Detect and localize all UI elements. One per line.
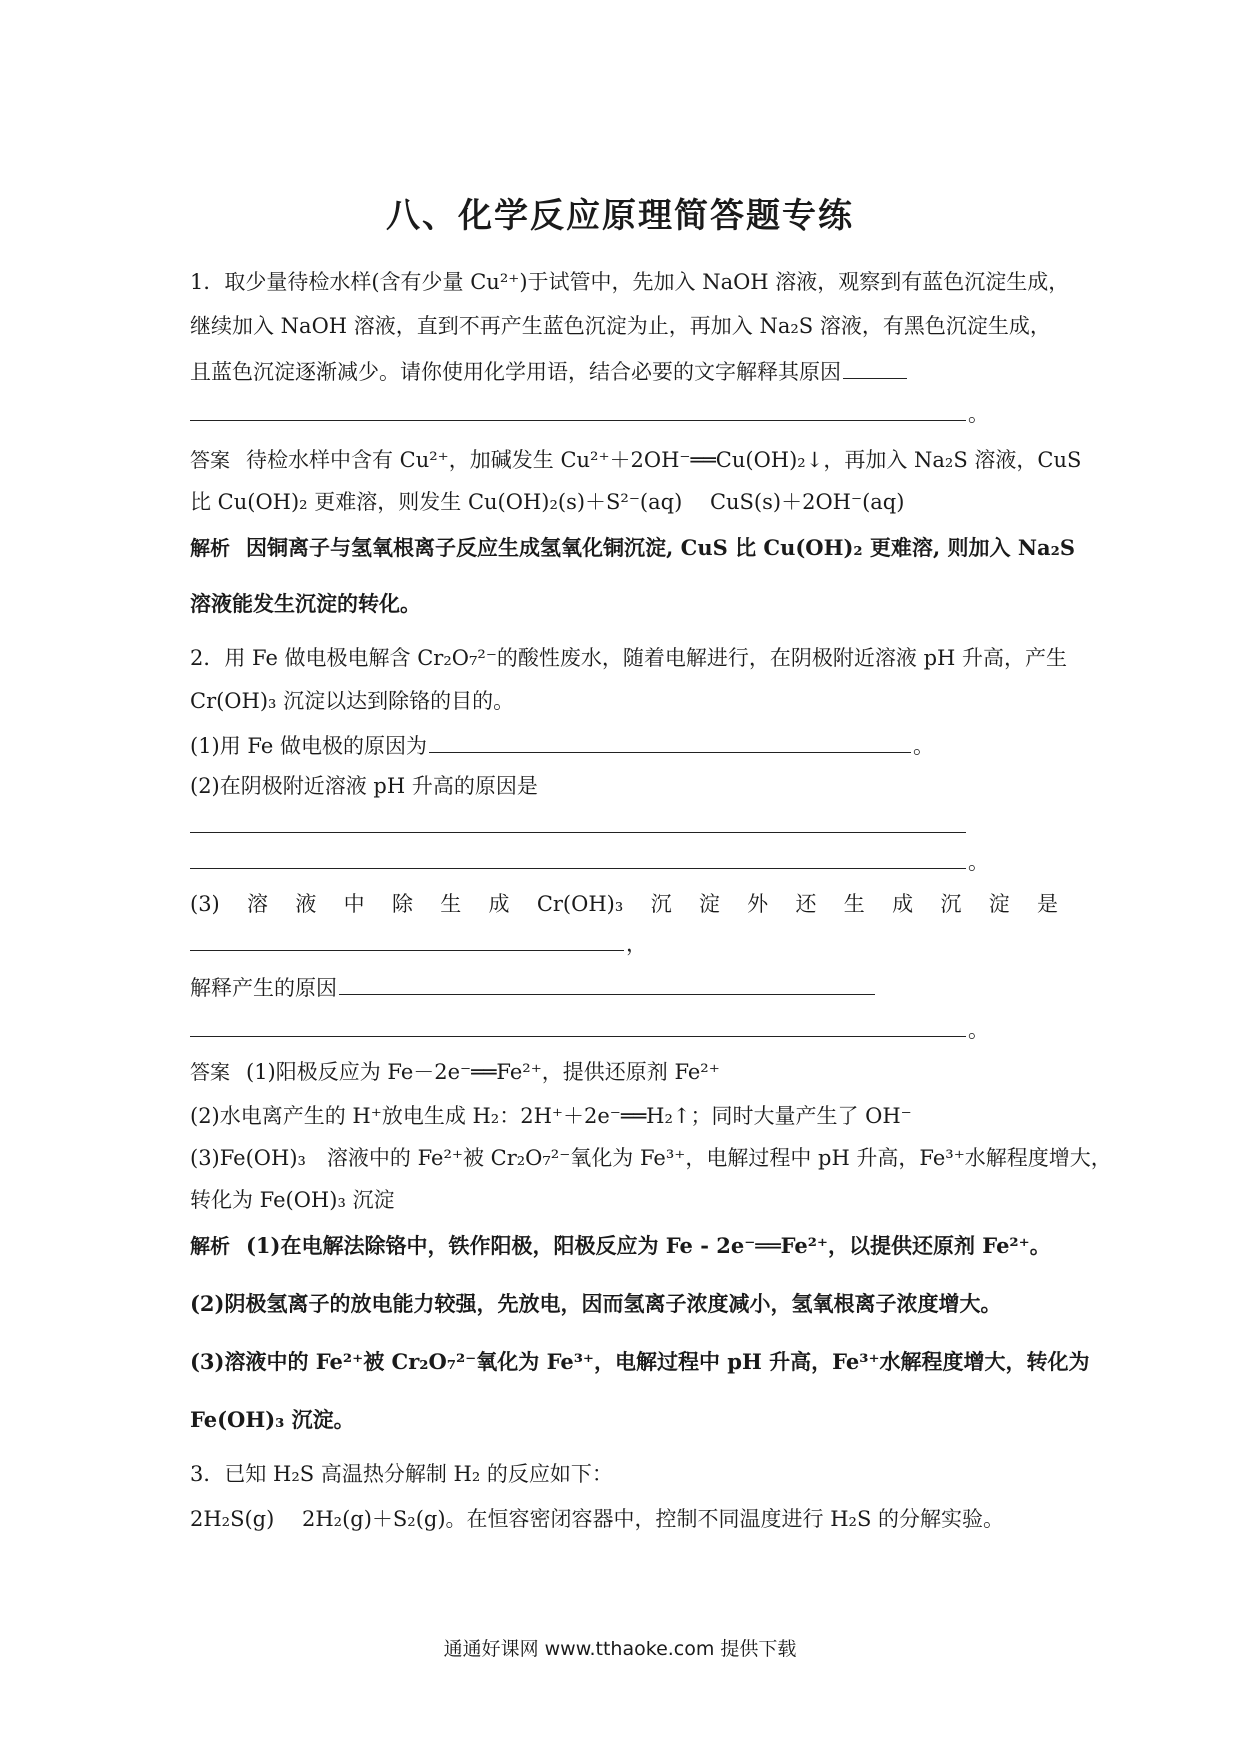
q2-analysis-line-1	[190, 1232, 1051, 1260]
q2-answer-text-1: (1)阳极反应为 Fe－2e⁻══Fe²⁺，提供还原剂 Fe²⁺	[246, 1060, 720, 1084]
q1-prompt: 且蓝色沉淀逐渐减少。请你使用化学用语，结合必要的文字解释其原因	[190, 360, 841, 384]
q1-analysis-line-1	[190, 534, 1075, 562]
q2-part-2-period: 。	[968, 850, 989, 874]
q2-part-3-word: 成	[892, 892, 914, 916]
q2-answer-line-2: (2)水电离产生的 H⁺放电生成 H₂：2H⁺＋2e⁻══H₂↑；同时大量产生了 OH⁻	[190, 1104, 912, 1128]
q2-part-2-blank-1[interactable]	[190, 810, 966, 833]
q2-part-2: (2)在阴极附近溶液 pH 升高的原因是	[190, 774, 538, 798]
q1-answer-blank-2[interactable]	[190, 398, 966, 421]
q2-analysis-text-1: (1)在电解法除铬中，铁作阳极，阳极反应为 Fe - 2e⁻══Fe²⁺，以提供还原剂 Fe²⁺。	[246, 1233, 1051, 1258]
q1-answer-line-2: 比 Cu(OH)₂ 更难溶，则发生 Cu(OH)₂(s)＋S²⁻(aq) CuS(s)＋2OH⁻(aq)	[190, 490, 905, 514]
q2-part-3-word: 生	[440, 892, 462, 916]
q1-line-3	[190, 356, 909, 384]
q2-answer-label: 答案	[190, 1060, 230, 1084]
q1-analysis-text-1: 因铜离子与氢氧根离子反应生成氢氧化铜沉淀, CuS 比 Cu(OH)₂ 更难溶, 则加入 Na₂S	[246, 535, 1075, 560]
q1-period: 。	[968, 402, 989, 426]
page-footer: 通通好课网 www.tthaoke.com 提供下载	[443, 1638, 797, 1660]
q1-line-4	[190, 398, 989, 426]
q2-line-1: 2．用 Fe 做电极电解含 Cr₂O₇²⁻的酸性废水，随着电解进行，在阴极附近溶液 pH 升高，产生	[190, 646, 1068, 670]
q2-part-3-blank-1[interactable]	[190, 928, 624, 951]
q2-part-3-word: 是	[1036, 892, 1058, 916]
q2-answer-line-3: (3)Fe(OH)₃ 溶液中的 Fe²⁺被 Cr₂O₇²⁻氧化为 Fe³⁺，电解过程中 pH 升高，Fe³⁺水解程度增大，	[190, 1146, 1112, 1170]
q2-part-3-word: 除	[391, 892, 413, 916]
q2-part-2-line-a	[190, 810, 968, 838]
q2-part-1	[190, 730, 934, 758]
q2-part-1-period: 。	[912, 734, 934, 758]
q2-part-3-prompt	[190, 890, 1058, 918]
q2-part-1-blank[interactable]	[429, 730, 911, 753]
q2-part-3-word: 生	[843, 892, 865, 916]
q1-analysis-line-2: 溶液能发生沉淀的转化。	[190, 591, 421, 616]
q2-part-3-word: Cr(OH)₃	[536, 892, 624, 916]
q2-part-3-blank-3[interactable]	[190, 1014, 966, 1037]
q2-part-3-word: 中	[343, 892, 365, 916]
q2-part-3-word: 沉	[940, 892, 962, 916]
q1-answer-text-1: 待检水样中含有 Cu²⁺，加碱发生 Cu²⁺＋2OH⁻══Cu(OH)₂↓，再加入 Na₂S 溶液，CuS	[246, 448, 1082, 472]
q2-part-3-word: 外	[747, 892, 769, 916]
q2-analysis-line-4: Fe(OH)₃ 沉淀。	[190, 1407, 355, 1432]
q2-part-3-word: 溶	[247, 892, 269, 916]
q2-part-3-reason-prompt: 解释产生的原因	[190, 976, 337, 1000]
q2-analysis-label: 解析	[190, 1234, 230, 1258]
q2-answer-line-1	[190, 1058, 720, 1086]
q2-part-3-word: 淀	[988, 892, 1010, 916]
q2-part-1-prompt: (1)用 Fe 做电极的原因为	[190, 734, 427, 758]
q1-answer-line-1	[190, 446, 1081, 474]
q2-part-3-word: 成	[488, 892, 510, 916]
q2-analysis-line-3: (3)溶液中的 Fe²⁺被 Cr₂O₇²⁻氧化为 Fe³⁺，电解过程中 pH 升高，Fe³⁺水解程度增大，转化为	[190, 1349, 1090, 1374]
q2-part-3-word: 还	[795, 892, 817, 916]
q3-line-2: 2H₂S(g) 2H₂(g)＋S₂(g)。在恒容密闭容器中，控制不同温度进行 H₂S 的分解实验。	[190, 1507, 1005, 1531]
q2-part-3-word: 淀	[698, 892, 720, 916]
q1-answer-blank[interactable]	[843, 356, 907, 379]
q2-part-3-word: 液	[295, 892, 317, 916]
q2-part-3-comma: ，	[626, 932, 647, 956]
q2-part-3-period: 。	[968, 1018, 989, 1042]
q2-part-3-line-c	[190, 1014, 989, 1042]
q2-part-2-line-b	[190, 846, 989, 874]
q3-line-1: 3．已知 H₂S 高温热分解制 H₂ 的反应如下：	[190, 1462, 613, 1486]
q2-part-2-blank-2[interactable]	[190, 846, 966, 869]
q2-part-3-word: (3)	[190, 892, 220, 916]
q2-part-3-word: 沉	[650, 892, 672, 916]
q2-analysis-line-2: (2)阴极氢离子的放电能力较强，先放电，因而氢离子浓度减小，氢氧根离子浓度增大。	[190, 1291, 1002, 1316]
q1-answer-label: 答案	[190, 448, 230, 472]
q2-line-2: Cr(OH)₃ 沉淀以达到除铬的目的。	[190, 689, 515, 713]
q2-part-3-line-b	[190, 972, 877, 1000]
q1-line-2: 继续加入 NaOH 溶液，直到不再产生蓝色沉淀为止，再加入 Na₂S 溶液，有黑色沉淀生成，	[190, 314, 1051, 338]
q2-part-3-blank-2[interactable]	[339, 972, 875, 995]
q2-answer-line-4: 转化为 Fe(OH)₃ 沉淀	[190, 1188, 395, 1212]
q1-analysis-label: 解析	[190, 536, 230, 560]
q2-part-3-line-a	[190, 928, 647, 956]
page-title: 八、化学反应原理简答题专练	[386, 196, 854, 236]
q1-line-1: 1．取少量待检水样(含有少量 Cu²⁺)于试管中，先加入 NaOH 溶液，观察到有蓝色沉淀生成，	[190, 270, 1070, 294]
